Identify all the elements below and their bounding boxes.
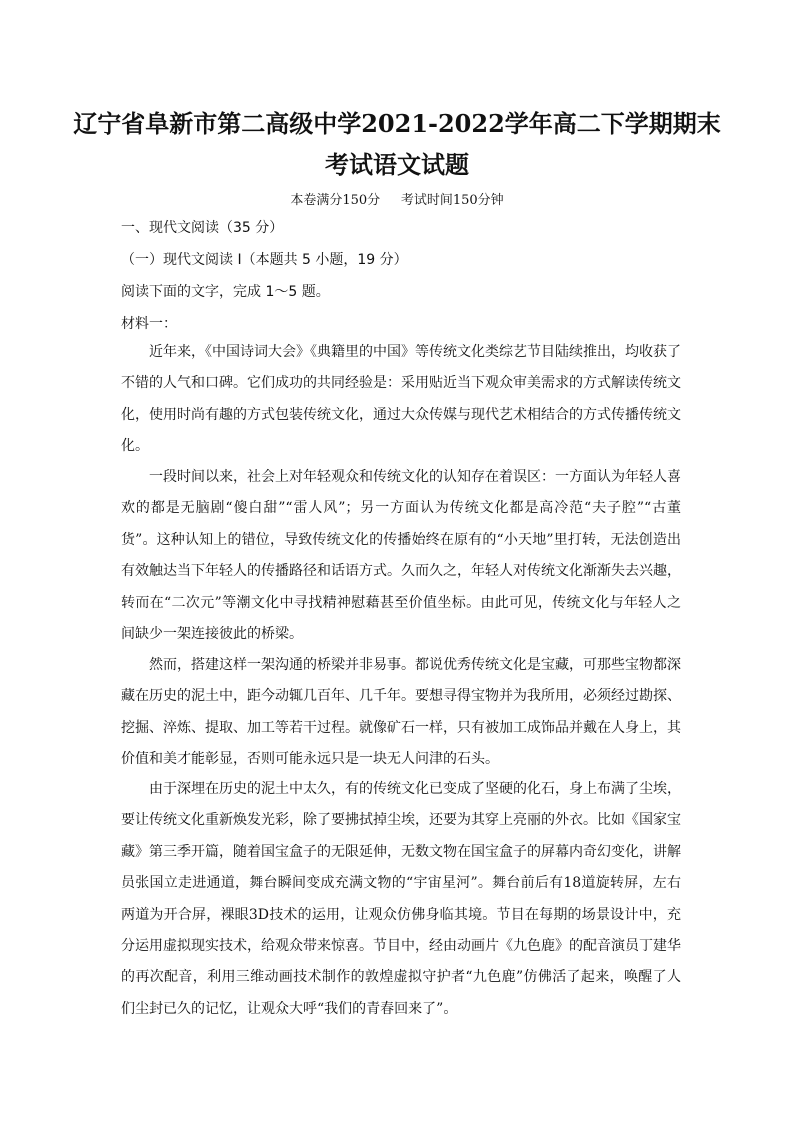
paragraph: 然而，搭建这样一架沟通的桥梁并非易事。都说优秀传统文化是宝藏，可那些宝物都深藏在历史的泥土中，距今动辄几百年、几千年。要想寻得宝物并为我所用，必须经过勘探、挖掘、淬炼、提取、加工等若干过程。就像矿石一样，只有被加工成饰品并戴在人身上，其价值和美才能彰显，否则可能永远只是一块无人问津的石头。 <box>121 657 681 768</box>
section-heading: 一、现代文阅读（35 分） <box>121 220 284 236</box>
paragraph: 由于深埋在历史的泥土中太久，有的传统文化已变成了坚硬的化石，身上布满了尘埃，要让传统文化重新焕发光彩，除了要拂拭掉尘埃，还要为其穿上亮丽的外衣。比如《国家宝藏》第三季开篇，随着国宝盒子的无限延伸，无数文物在国宝盒子的屏幕内奇幻变化，讲解员张国立走进通道，舞台瞬间变成充满文物的“宇宙星河”。舞台前后有18道旋转屏，左右两道为开合屏，裸眼3D技术的运用，让观众仿佛身临其境。节目在每期的场景设计中，充分运用虚拟现实技术，给观众带来惊喜。节目中，经由动画片《九色鹿》的配音演员丁建华的再次配音，利用三维动画技术制作的敦煌虚拟守护者“九色鹿”仿佛活了起来，唤醒了人们尘封已久的记忆，让观众大呼“我们的青春回来了”。 <box>121 781 681 1017</box>
document-title-line-2: 考试语文试题 <box>325 150 469 179</box>
paragraph: 近年来，《中国诗词大会》《典籍里的中国》等传统文化类综艺节目陆续推出，均收获了不错的人气和口碑。它们成功的共同经验是：采用贴近当下观众审美需求的方式解读传统文化，使用时尚有趣的方式包装传统文化，通过大众传媒与现代艺术相结合的方式传播传统文化。 <box>121 344 681 455</box>
exam-meta: 本卷满分150分 考试时间150分钟 <box>290 193 504 208</box>
material-label: 材料一： <box>121 316 177 332</box>
subsection-heading: （一）现代文阅读 I（本题共 5 小题，19 分） <box>121 252 408 268</box>
instruction-text: 阅读下面的文字，完成 1～5 题。 <box>121 284 330 300</box>
document-title-line-1: 辽宁省阜新市第二高级中学2021-2022学年高二下学期期末 <box>73 109 721 138</box>
paragraph: 一段时间以来，社会上对年轻观众和传统文化的认知存在着误区：一方面认为年轻人喜欢的都是无脑剧“傻白甜”“雷人风”；另一方面认为传统文化都是高冷范“夫子腔”“古董货”。这种认知上的错位，导致传统文化的传播始终在原有的“小天地”里打转，无法创造出有效触达当下年轻人的传播路径和话语方式。久而久之，年轻人对传统文化渐渐失去兴趣，转而在“二次元”等潮文化中寻找精神慰藉甚至价值坐标。由此可见，传统文化与年轻人之间缺少一架连接彼此的桥梁。 <box>121 469 681 643</box>
